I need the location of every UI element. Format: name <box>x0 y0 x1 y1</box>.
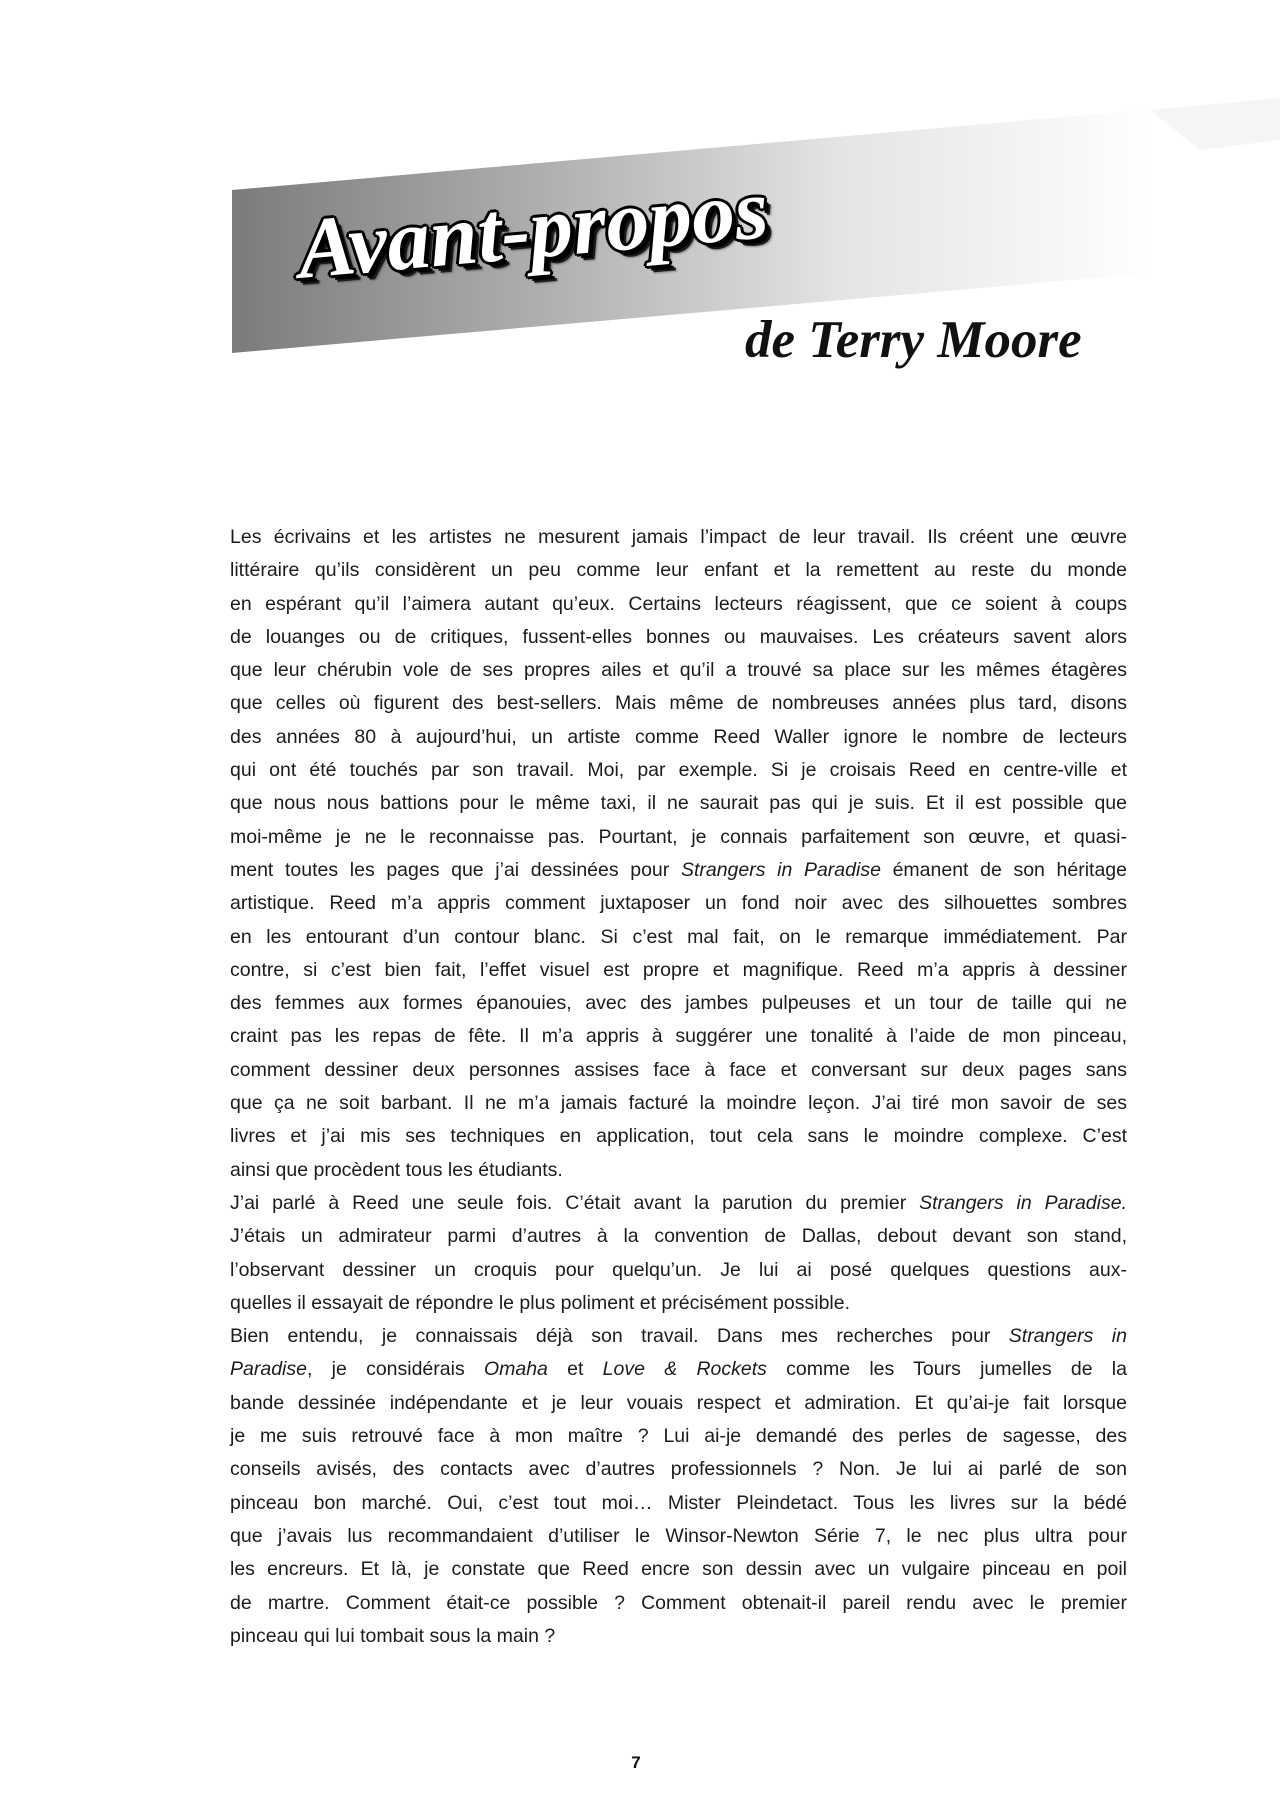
text-line <box>230 821 1127 854</box>
line-text: , je considérais <box>306 1358 484 1381</box>
text-line <box>230 921 1127 954</box>
line-text: que nous nous battions pour le même taxi, il ne saurait pas qui je suis. Et il est possible que <box>230 792 1127 815</box>
line-text: livres et j’ai mis ses techniques en application, tout cela sans le moindre complexe. C’est <box>230 1125 1127 1148</box>
line-text: Bien entendu, je connaissais déjà son travail. Dans mes recherches pour <box>230 1325 1009 1348</box>
line-text: bande dessinée indépendante et je leur vouais respect et admiration. Et qu’ai-je fait lorsque <box>230 1391 1127 1414</box>
line-text: qui ont été touchés par son travail. Moi, par exemple. Si je croisais Reed en centre-ville et <box>230 759 1127 782</box>
line-text: que leur chérubin vole de ses propres ailes et qu’il a trouvé sa place sur les mêmes étagères <box>230 659 1127 682</box>
text-line <box>230 1387 1127 1420</box>
text-line <box>230 1220 1127 1253</box>
text-line <box>230 1487 1127 1520</box>
text-line <box>230 654 1127 687</box>
line-text: quelles il essayait de répondre le plus poliment et précisément possible. <box>230 1291 851 1314</box>
line-text: contre, si c’est bien fait, l’effet visuel est propre et magnifique. Reed m’a appris à dessiner <box>230 958 1127 981</box>
text-line <box>230 554 1127 587</box>
text-line <box>230 687 1127 720</box>
text-line <box>230 1020 1127 1053</box>
line-text: que ça ne soit barbant. Il ne m’a jamais facturé la moindre leçon. J’ai tiré mon savoir de ses <box>230 1092 1127 1115</box>
text-line <box>230 854 1127 887</box>
line-text: artistique. Reed m’a appris comment juxtaposer un fond noir avec des silhouettes sombres <box>230 892 1127 915</box>
line-text: des femmes aux formes épanouies, avec des jambes pulpeuses et un tour de taille qui ne <box>230 992 1127 1015</box>
book-title: Paradise <box>230 1358 307 1381</box>
text-line <box>230 621 1127 654</box>
book-title: Strangers in <box>1008 1325 1127 1348</box>
line-text: de louanges ou de critiques, fussent-elles bonnes ou mauvaises. Les créateurs savent alors <box>230 625 1127 648</box>
author-byline: de Terry Moore <box>745 311 1082 369</box>
text-line <box>230 1087 1127 1120</box>
paragraph <box>230 1187 1127 1320</box>
text-line <box>230 588 1127 621</box>
text-line <box>230 1587 1127 1620</box>
book-title: Strangers in Paradise. <box>919 1191 1127 1214</box>
line-text: conseils avisés, des contacts avec d’autres professionnels ? Non. Je lui ai parlé de son <box>230 1458 1127 1481</box>
text-line <box>230 721 1127 754</box>
line-text: ment toutes les pages que j’ai dessinées pour <box>230 858 681 881</box>
text-line <box>230 1254 1127 1287</box>
line-text: J’étais un admirateur parmi d’autres à la convention de Dallas, debout devant son stand, <box>230 1225 1127 1248</box>
text-line <box>230 1420 1127 1453</box>
page-number: 7 <box>631 1753 641 1772</box>
book-title: Omaha <box>483 1358 548 1381</box>
line-text: littéraire qu’ils considèrent un peu comme leur enfant et la remettent au reste du monde <box>230 559 1127 582</box>
paragraph <box>230 521 1127 1187</box>
text-line <box>230 754 1127 787</box>
text-line <box>230 1320 1127 1353</box>
text-line <box>230 887 1127 920</box>
line-text: et <box>547 1358 603 1381</box>
text-line <box>230 1553 1127 1586</box>
text-line <box>230 987 1127 1020</box>
page-title: Avant-propos <box>293 160 772 297</box>
text-line <box>230 1620 1127 1653</box>
line-text: moi-même je ne le reconnaisse pas. Pourtant, je connais parfaitement son œuvre, et quasi- <box>230 825 1127 848</box>
body-text <box>230 521 1127 1653</box>
text-line <box>230 787 1127 820</box>
line-text: pinceau bon marché. Oui, c’est tout moi… Mister Pleindetact. Tous les livres sur la bédé <box>230 1491 1127 1514</box>
line-text: ainsi que procèdent tous les étudiants. <box>230 1158 563 1181</box>
text-line <box>230 1054 1127 1087</box>
text-line <box>230 1520 1127 1553</box>
text-line <box>230 1154 1127 1187</box>
line-text: je me suis retrouvé face à mon maître ? Lui ai-je demandé des perles de sagesse, des <box>230 1425 1127 1448</box>
line-text: que celles où figurent des best-sellers. Mais même de nombreuses années plus tard, disons <box>230 692 1127 715</box>
text-line <box>230 1120 1127 1153</box>
line-text: les encreurs. Et là, je constate que Reed encre son dessin avec un vulgaire pinceau en poil <box>230 1558 1127 1581</box>
line-text: en espérant qu’il l’aimera autant qu’eux. Certains lecteurs réagissent, que ce soient à coups <box>230 592 1127 615</box>
line-text: que j’avais lus recommandaient d’utiliser le Winsor-Newton Série 7, le nec plus ultra pour <box>230 1524 1127 1547</box>
text-line <box>230 1287 1127 1320</box>
paragraph <box>230 1320 1127 1653</box>
text-line <box>230 521 1127 554</box>
line-text: Les écrivains et les artistes ne mesurent jamais l’impact de leur travail. Ils créent une œuvre <box>230 526 1127 548</box>
line-text: des années 80 à aujourd’hui, un artiste comme Reed Waller ignore le nombre de lecteurs <box>230 725 1127 748</box>
line-text: comme les Tours jumelles de la <box>766 1358 1127 1381</box>
line-text: craint pas les repas de fête. Il m’a appris à suggérer une tonalité à l’aide de mon pinceau, <box>230 1025 1127 1048</box>
book-title: Love & Rockets <box>602 1358 767 1381</box>
line-text: pinceau qui lui tombait sous la main ? <box>230 1624 556 1647</box>
line-text: émanent de son héritage <box>880 858 1127 881</box>
line-text: de martre. Comment était-ce possible ? Comment obtenait-il pareil rendu avec le premier <box>230 1591 1127 1614</box>
book-title: Strangers in Paradise <box>680 858 881 881</box>
text-line <box>230 1353 1127 1386</box>
line-text: comment dessiner deux personnes assises face à face et conversant sur deux pages sans <box>230 1058 1127 1081</box>
line-text: en les entourant d’un contour blanc. Si c’est mal fait, on le remarque immédiatement. Par <box>230 925 1127 948</box>
text-line <box>230 954 1127 987</box>
text-line <box>230 1187 1127 1220</box>
line-text: J’ai parlé à Reed une seule fois. C’était avant la parution du premier <box>230 1191 920 1214</box>
text-line <box>230 1453 1127 1486</box>
line-text: l’observant dessiner un croquis pour quelqu’un. Je lui ai posé quelques questions aux- <box>230 1258 1127 1281</box>
